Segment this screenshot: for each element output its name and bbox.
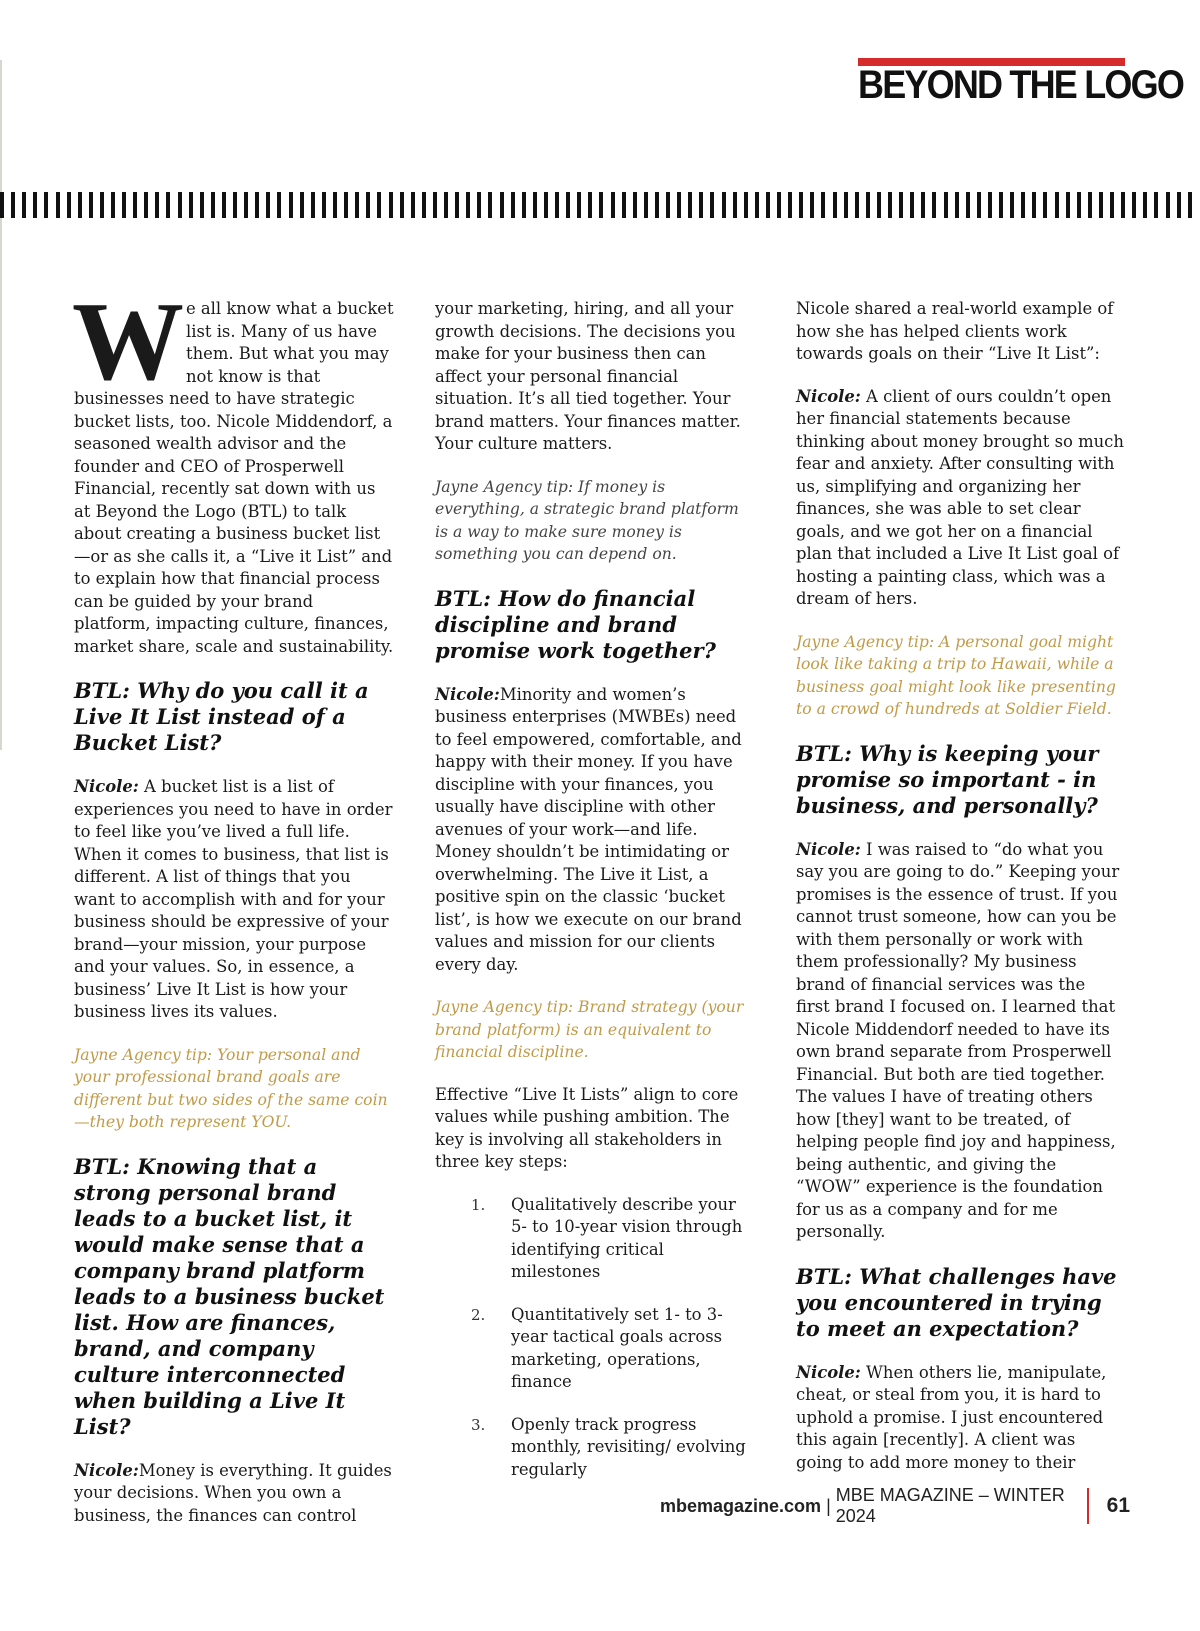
column-3 (796, 298, 1124, 1494)
divider-tick (1077, 192, 1081, 218)
divider-tick (22, 192, 26, 218)
divider-tick (755, 192, 759, 218)
intro-text: e all know what a bucket list is. Many of us have them. But what you may not know is that businesses need to have strategic bucket lists, too. Nicole Middendorf, a seasoned wealth advisor and the founder and CEO of Prosperwell Financial, recently sat down with us at Beyond the Logo (BTL) to talk about creating a business bucket list—or as she calls it, a “Live it List” and to explain how that financial process can be guided by your brand platform, impacting culture, finances, market share, scale and sustainability. (74, 299, 394, 656)
divider-tick (1143, 192, 1147, 218)
divider-tick (810, 192, 814, 218)
answer-paragraph (796, 839, 1124, 1244)
page-footer (660, 1486, 1130, 1526)
speaker-label: Nicole: (796, 839, 861, 859)
divider-tick (0, 192, 4, 218)
divider-tick (677, 192, 681, 218)
step-text: Qualitatively describe your 5- to 10-year vision through identifying critical milestones (511, 1194, 743, 1281)
list-item (435, 1194, 755, 1284)
divider-tick (56, 192, 60, 218)
divider-tick (533, 192, 537, 218)
divider-tick (1088, 192, 1092, 218)
divider-tick (166, 192, 170, 218)
divider-tick (78, 192, 82, 218)
divider-tick (977, 192, 981, 218)
divider-tick (1110, 192, 1114, 218)
divider-tick (366, 192, 370, 218)
divider-tick (1099, 192, 1103, 218)
divider-tick (699, 192, 703, 218)
divider-tick (644, 192, 648, 218)
divider-tick (44, 192, 48, 218)
divider-tick (344, 192, 348, 218)
answer-text: A bucket list is a list of experiences you need to have in order to feel like you’ve lived a full life. When it comes to business, that list is different. A list of things that you want to accomplish with and for your business should be expressive of your brand—your mission, your purpose and your values. So, in essence, a business’ Live It List is how your business lives its values. (74, 777, 393, 1021)
agency-tip: Jayne Agency tip: A personal goal might look like taking a trip to Hawaii, while a business goal might look like presenting to a crowd of hundreds at Soldier Field. (796, 632, 1116, 718)
section-title: BEYOND THE LOGO (858, 63, 1184, 107)
divider-tick (1055, 192, 1059, 218)
divider-tick (866, 192, 870, 218)
divider-tick (633, 192, 637, 218)
divider-tick (122, 192, 126, 218)
divider-tick (244, 192, 248, 218)
divider-tick (522, 192, 526, 218)
divider-tick (200, 192, 204, 218)
divider-tick (566, 192, 570, 218)
list-item (435, 1304, 755, 1394)
divider-tick (733, 192, 737, 218)
answer-text: I was raised to “do what you say you are going to do.” Keeping your promises is the essence of trust. If you cannot trust someone, how can you be with them personally or work with them professionally? My business brand of financial services was the first brand I focused on. I learned that Nicole Middendorf needed to have its own brand separate from Prosperwell Financial. But both are tied together. The values I have of treating others how [they] want to be treated, of helping people find joy and happiness, being authentic, and giving the “WOW” experience is the foundation for us as a company and for me personally. (796, 839, 1120, 1241)
divider-tick (222, 192, 226, 218)
divider-tick (1154, 192, 1158, 218)
divider-tick (955, 192, 959, 218)
dropcap: W (72, 280, 180, 404)
divider-tick (511, 192, 515, 218)
answer-paragraph (435, 684, 755, 977)
question-heading: BTL: Knowing that a strong personal brand leads to a bucket list, it would make sense that a company brand platform leads to a business bucket list. How are finances, brand, and company culture interconnected when building a Live It List? (74, 1153, 385, 1439)
divider-tick (322, 192, 326, 218)
divider-tick (444, 192, 448, 218)
divider-tick (932, 192, 936, 218)
divider-tick (921, 192, 925, 218)
divider-tick (89, 192, 93, 218)
footer-issue: MBE MAGAZINE – WINTER 2024 (835, 1485, 1065, 1526)
agency-tip: Jayne Agency tip: Brand strategy (your brand platform) is an equivalent to financial discipline. (435, 998, 744, 1061)
divider-tick (766, 192, 770, 218)
divider-tick (1021, 192, 1025, 218)
speaker-label: Nicole: (74, 777, 139, 796)
divider-tick (833, 192, 837, 218)
divider-tick (988, 192, 992, 218)
divider-tick (266, 192, 270, 218)
divider-tick (744, 192, 748, 218)
divider-tick (155, 192, 159, 218)
divider-tick (289, 192, 293, 218)
divider-tick (788, 192, 792, 218)
speaker-label: Nicole: (435, 684, 500, 704)
divider-tick (1188, 192, 1192, 218)
speaker-label: Nicole: (74, 1460, 139, 1480)
answer-paragraph (74, 1460, 394, 1528)
answer-paragraph (74, 776, 394, 1024)
list-item (435, 1414, 755, 1482)
divider-tick (255, 192, 259, 218)
answer-text: A client of ours couldn’t open her financial statements because thinking about money brought so much fear and anxiety. After consulting with us, simplifying and organizing her finances, she was able to set clear goals, and we got her on a financial plan that included a Live It List goal of hosting a painting class, which was a dream of hers. (796, 386, 1124, 608)
divider-tick (655, 192, 659, 218)
divider-tick (555, 192, 559, 218)
divider-tick (544, 192, 548, 218)
agency-tip: Jayne Agency tip: If money is everything, a strategic brand platform is a way to make sure money is something you can depend on. (435, 477, 739, 563)
divider-tick (455, 192, 459, 218)
divider-tick (1032, 192, 1036, 218)
footer-separator: | (821, 1495, 836, 1516)
question-heading: BTL: What challenges have you encountered in trying to meet an expectation? (796, 1263, 1117, 1341)
divider-tick (1010, 192, 1014, 218)
barcode-divider (0, 192, 1200, 218)
divider-tick (377, 192, 381, 218)
divider-tick (966, 192, 970, 218)
divider-tick (777, 192, 781, 218)
divider-tick (111, 192, 115, 218)
question-heading: BTL: How do financial discipline and brand promise work together? (435, 585, 716, 663)
divider-tick (133, 192, 137, 218)
divider-tick (844, 192, 848, 218)
answer-continuation: your marketing, hiring, and all your growth decisions. The decisions you make for your business then can affect your personal financial situation. It’s all tied together. Your brand matters. Your finances matter. Your culture matters. (435, 299, 741, 453)
steps-intro: Effective “Live It Lists” align to core values while pushing ambition. The key is involving all stakeholders in three key steps: (435, 1084, 739, 1171)
divider-tick (355, 192, 359, 218)
divider-tick (1043, 192, 1047, 218)
column-2 (435, 298, 755, 1501)
divider-tick (144, 192, 148, 218)
divider-tick (211, 192, 215, 218)
divider-tick (300, 192, 304, 218)
divider-tick (722, 192, 726, 218)
divider-tick (411, 192, 415, 218)
divider-tick (577, 192, 581, 218)
divider-tick (100, 192, 104, 218)
divider-tick (821, 192, 825, 218)
step-number: 2. (471, 1305, 486, 1324)
answer-paragraph (796, 386, 1124, 611)
answer-text: When others lie, manipulate, cheat, or steal from you, it is hard to uphold a promise. I just encountered this again [recently]. A client was going to add more money to their (796, 1362, 1107, 1472)
divider-tick (333, 192, 337, 218)
divider-tick (999, 192, 1003, 218)
divider-tick (599, 192, 603, 218)
column-1 (72, 280, 394, 1547)
step-number: 3. (471, 1415, 486, 1434)
divider-tick (899, 192, 903, 218)
divider-tick (611, 192, 615, 218)
divider-tick (622, 192, 626, 218)
divider-tick (400, 192, 404, 218)
divider-tick (33, 192, 37, 218)
divider-tick (1066, 192, 1070, 218)
example-intro: Nicole shared a real-world example of how she has helped clients work towards goals on their “Live It List”: (796, 299, 1114, 363)
step-text: Quantitatively set 1- to 3-year tactical goals across marketing, operations, finance (511, 1304, 723, 1391)
page-edge-line (0, 60, 2, 750)
question-heading: BTL: Why is keeping your promise so important - in business, and personally? (796, 740, 1099, 818)
divider-tick (666, 192, 670, 218)
divider-tick (11, 192, 15, 218)
divider-tick (877, 192, 881, 218)
step-number: 1. (471, 1195, 486, 1214)
divider-tick (799, 192, 803, 218)
divider-tick (311, 192, 315, 218)
divider-tick (888, 192, 892, 218)
divider-tick (855, 192, 859, 218)
divider-tick (710, 192, 714, 218)
divider-tick (466, 192, 470, 218)
answer-paragraph (796, 1362, 1124, 1475)
answer-text: Money is everything. It guides your decisions. When you own a business, the finances can control (74, 1460, 392, 1525)
divider-tick (944, 192, 948, 218)
steps-list (435, 1194, 755, 1482)
divider-tick (67, 192, 71, 218)
divider-tick (477, 192, 481, 218)
footer-divider (1087, 1488, 1089, 1524)
divider-tick (1121, 192, 1125, 218)
divider-tick (233, 192, 237, 218)
question-heading: BTL: Why do you call it a Live It List instead of a Bucket List? (74, 678, 369, 755)
step-text: Openly track progress monthly, revisiting/ evolving regularly (511, 1414, 746, 1479)
divider-tick (688, 192, 692, 218)
divider-tick (389, 192, 393, 218)
page-number: 61 (1106, 1494, 1130, 1517)
divider-tick (500, 192, 504, 218)
intro-paragraph (72, 280, 394, 658)
divider-tick (178, 192, 182, 218)
divider-tick (433, 192, 437, 218)
divider-tick (1166, 192, 1170, 218)
divider-tick (422, 192, 426, 218)
divider-tick (1177, 192, 1181, 218)
divider-tick (1132, 192, 1136, 218)
divider-tick (910, 192, 914, 218)
divider-tick (277, 192, 281, 218)
agency-tip: Jayne Agency tip: Your personal and your professional brand goals are different but two sides of the same coin—they both represent YOU. (74, 1045, 388, 1131)
divider-tick (488, 192, 492, 218)
footer-site: mbemagazine.com (660, 1495, 822, 1516)
answer-text: Minority and women’s business enterprises (MWBEs) need to feel empowered, comfortable, and happy with their money. If you have discipline with your finances, you usually have discipline with other avenues of your work—and life. Money shouldn’t be intimidating or overwhelming. The Live it List, a positive spin on the classic ‘bucket list’, is how we execute on our brand values and mission for our clients every day. (435, 684, 742, 974)
speaker-label: Nicole: (796, 1362, 861, 1382)
divider-tick (189, 192, 193, 218)
speaker-label: Nicole: (796, 386, 861, 406)
divider-tick (588, 192, 592, 218)
